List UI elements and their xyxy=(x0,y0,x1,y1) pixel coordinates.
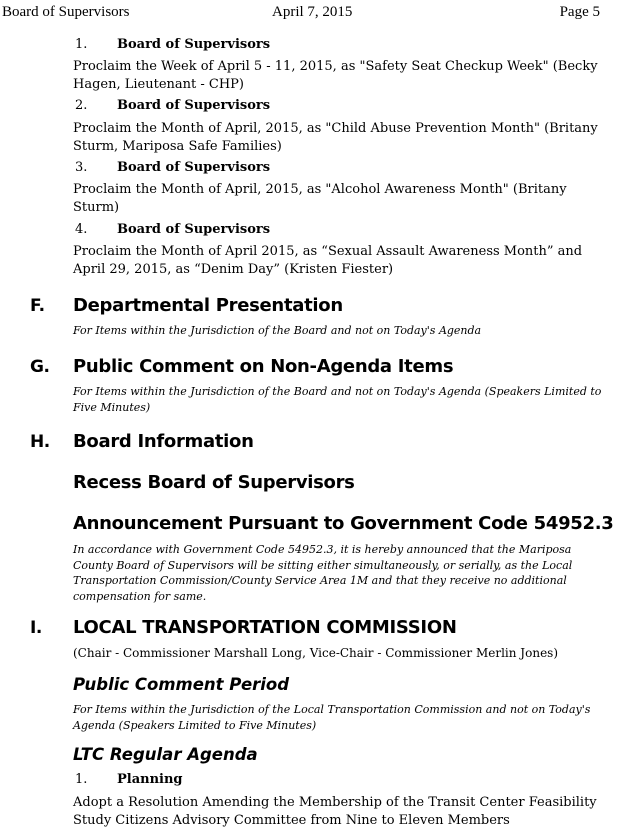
item-description: Proclaim the Month of April 2015, as “Sexual Assault Awareness Month” and April 29, 2015, as “Denim Day” (Kristen Fiester) xyxy=(73,244,583,277)
regular-agenda-title: LTC Regular Agenda xyxy=(73,745,258,764)
item-number: 3. xyxy=(75,160,88,175)
section-letter: H. xyxy=(30,432,50,452)
item-number: 1. xyxy=(75,37,88,52)
section-letter: I. xyxy=(30,618,42,638)
header-date: April 7, 2015 xyxy=(272,4,353,20)
section-letter: F. xyxy=(30,296,45,316)
header-page-number: Page 5 xyxy=(559,4,600,20)
recess-title: Recess Board of Supervisors xyxy=(73,472,355,493)
item-title: Board of Supervisors xyxy=(117,160,271,175)
section-letter: G. xyxy=(30,357,50,377)
section-title: LOCAL TRANSPORTATION COMMISSION xyxy=(73,617,457,638)
section-title: Departmental Presentation xyxy=(73,295,343,316)
item-description: Proclaim the Month of April, 2015, as "Alcohol Awareness Month" (Britany Sturm) xyxy=(73,182,567,215)
public-comment-note: For Items within the Jurisdiction of the Local Transportation Commission and not on Today's Agenda (Speakers Limited to Five Minutes) xyxy=(73,703,591,732)
item-description: Adopt a Resolution Amending the Membership of the Transit Center Feasibility Study Citizens Advisory Committee from Nine to Eleven Members xyxy=(73,795,597,828)
public-comment-title: Public Comment Period xyxy=(73,675,290,694)
section-note: For Items within the Jurisdiction of the Board and not on Today's Agenda xyxy=(73,324,482,337)
item-title: Board of Supervisors xyxy=(117,222,271,237)
item-description: Proclaim the Week of April 5 - 11, 2015, as "Safety Seat Checkup Week" (Becky Hagen, Lieutenant - CHP) xyxy=(73,59,598,92)
item-title: Board of Supervisors xyxy=(117,37,271,52)
announcement-title: Announcement Pursuant to Government Code 54952.3 xyxy=(73,513,614,534)
item-description: Proclaim the Month of April, 2015, as "Child Abuse Prevention Month" (Britany Sturm, Mariposa Safe Families) xyxy=(73,121,598,154)
item-number: 1. xyxy=(75,772,88,787)
section-title: Board Information xyxy=(73,431,254,452)
commission-chairs: (Chair - Commissioner Marshall Long, Vice-Chair - Commissioner Merlin Jones) xyxy=(73,646,559,660)
page-header xyxy=(2,4,600,22)
section-title: Public Comment on Non-Agenda Items xyxy=(73,356,454,377)
announcement-note: In accordance with Government Code 54952.3, it is hereby announced that the Mariposa County Board of Supervisors will be sitting either simultaneously, or serially, as the Local Transportation Commission/County Service Area 1M and that they receive no additional compensation for same. xyxy=(73,543,573,603)
header-board-name: Board of Supervisors xyxy=(2,4,130,20)
section-note: For Items within the Jurisdiction of the Board and not on Today's Agenda (Speakers Limited to Five Minutes) xyxy=(73,385,602,414)
item-title: Board of Supervisors xyxy=(117,98,271,113)
item-title: Planning xyxy=(117,772,183,787)
item-number: 2. xyxy=(75,98,88,113)
item-number: 4. xyxy=(75,222,88,237)
